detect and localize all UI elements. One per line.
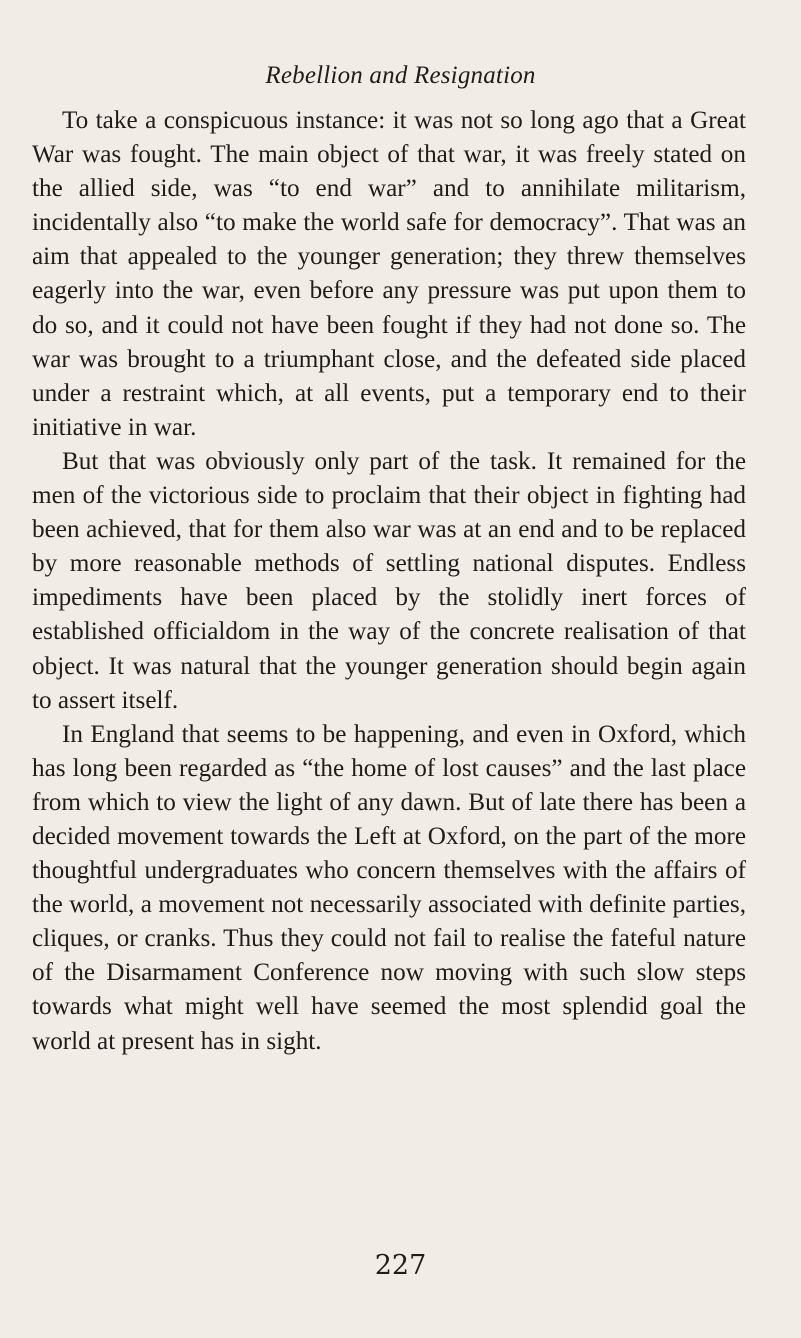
paragraph-2: But that was obviously only part of the task. It remained for the men of the victorious side to proclaim that their object in fighting had been achieved, that for them also war was at an end and to be replaced by more reasonable methods of settling national disputes. Endless impediments have been placed by the stolidly inert forces of established officialdom in the way of the concrete realisation of that object. It was natural that the younger generation should begin again to assert itself. bbox=[32, 447, 746, 714]
running-head: Rebellion and Resignation bbox=[265, 62, 536, 89]
paragraph-1: To take a conspicuous instance: it was not so long ago that a Great War was fought. The main object of that war, it was freely stated on the allied side, was “to end war” and to annihilate militarism, incidentally also “to make the world safe for democracy”. That was an aim that appealed to the younger generation; they threw themselves eagerly into the war, even before any pressure was put upon them to do so, and it could not have been fought if they had not done so. The war was brought to a triumphant close, and the defeated side placed under a restraint which, at all events, put a temporary end to their initiative in war. bbox=[32, 107, 746, 441]
page-number: 227 bbox=[374, 1250, 427, 1281]
paragraph-3: In England that seems to be happening, and even in Oxford, which has long been regarded as “the home of lost causes” and the last place from which to view the light of any dawn. But of late there has been a decided movement towards the Left at Oxford, on the part of the more thoughtful undergraduates who concern themselves with the affairs of the world, a movement not necessarily associated with definite parties, cliques, or cranks. Thus they could not fail to realise the fateful nature of the Disarmament Conference now moving with such slow steps towards what might well have seemed the most splendid goal the world at present has in sight. bbox=[32, 720, 746, 1055]
body-text bbox=[32, 104, 746, 1059]
